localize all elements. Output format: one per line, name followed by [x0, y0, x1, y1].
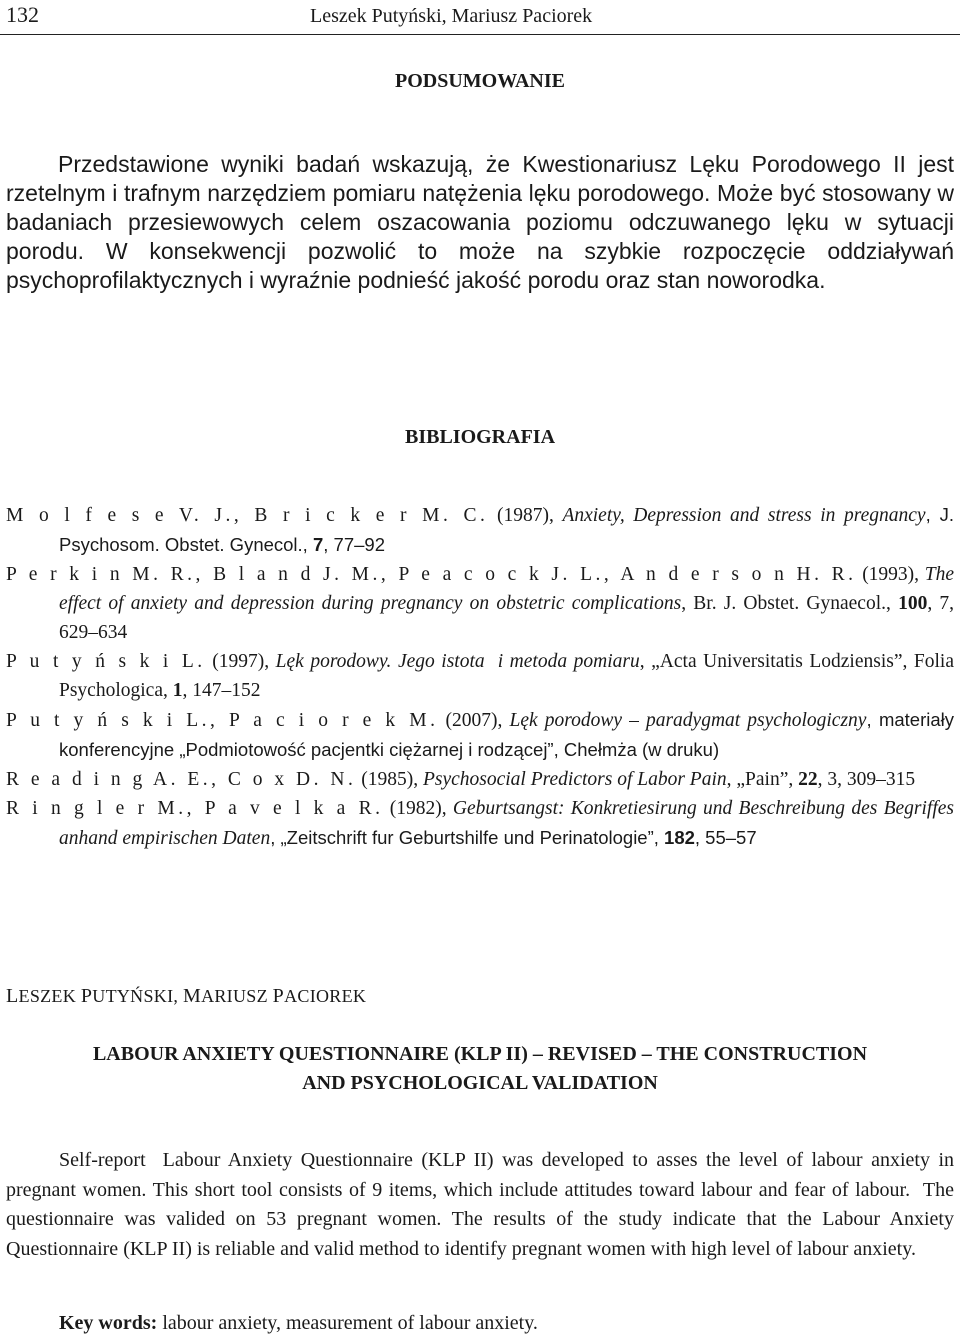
bib-authors: R i n g l e r M., P a v e l k a R. [6, 798, 384, 819]
bib-entry [6, 705, 954, 765]
author-initial: L [6, 985, 19, 1007]
summary-heading: PODSUMOWANIE [394, 70, 565, 92]
bib-year: (1987), [488, 505, 563, 526]
bib-entry [6, 647, 954, 705]
keywords-label: Key words: [59, 1312, 158, 1334]
author-initial: P [80, 985, 93, 1007]
author-name-part: UTYŃSKI, [92, 986, 183, 1006]
bib-authors: P e r k i n M. R., B l a n d J. M., P e a c o c k J. L., A n d e r s o n H. R. [6, 564, 857, 585]
english-title-line1: LABOUR ANXIETY QUESTIONNAIRE (KLP II) – REVISED – THE CONSTRUCTION [92, 1043, 868, 1065]
bib-volume: 1 [172, 680, 183, 701]
author-name-part: ESZEK [18, 986, 81, 1006]
bib-pages: , 77–92 [323, 534, 385, 555]
bib-source: , „Zeitschrift fur Geburtshilfe und Perinatologie”, [270, 827, 665, 848]
bib-source: , materiały konferencyjne „Podmiotowość pacjentki ciężarnej i rodzącej”, Chełmża (w druku) [59, 709, 954, 760]
page-number: 132 [6, 2, 39, 27]
running-title: Leszek Putyński, Mariusz Paciorek [310, 5, 593, 27]
bib-authors: P u t y ń s k i L. [6, 651, 206, 672]
bib-entry [6, 794, 954, 853]
bib-source: , Br. J. Obstet. Gynaecol., [681, 593, 899, 614]
bib-authors: P u t y ń s k i L., P a c i o r e k M. [6, 710, 439, 731]
bib-year: (2007), [438, 710, 510, 731]
english-title-line2: AND PSYCHOLOGICAL VALIDATION [302, 1072, 658, 1094]
summary-paragraph: Przedstawione wyniki badań wskazują, że Kwestionariusz Lęku Porodowego II jest rzetelnym i trafnym narzędziem pomiaru natężenia lęku porodowego. Może być stosowany w badaniach przesiewowych celem oszacowania poziomu odczuwanego lęku w sytuacji porodu. W konsekwencji pozwolić to może na szybkie rozpoczęcie oddziaływań psychoprofilaktycznych i wyraźnie podnieść jakość porodu oraz stan noworodka. [6, 151, 954, 293]
bib-pages: , 3, 309–315 [817, 769, 916, 790]
bib-source: , „Pain”, [726, 769, 799, 790]
bib-year: (1997), [205, 651, 276, 672]
bib-authors: M o l f e s e V. J., B r i c k e r M. C. [6, 505, 489, 526]
english-authors [6, 982, 366, 1010]
bib-pages: , 55–57 [694, 827, 757, 848]
bib-volume: 7 [312, 534, 324, 555]
bib-title: The effect of anxiety and depression during pregnancy on obstetric complications [59, 564, 954, 614]
author-initial: M [182, 985, 202, 1007]
bib-title: Lęk porodowy – paradygmat psychologiczny [509, 710, 867, 731]
bib-volume: 182 [664, 827, 695, 848]
author-name-part: ARIUSZ [201, 986, 273, 1006]
bib-year: (1982), [383, 798, 453, 819]
author-initial: P [272, 985, 285, 1007]
bib-source: , „Acta Universitatis Lodziensis”, Folia Psychologica, [59, 651, 954, 701]
bib-volume: 100 [898, 593, 928, 614]
bibliography-heading: BIBLIOGRAFIA [404, 426, 556, 448]
bib-title: Lęk porodowy. Jego istota i metoda pomiaru [275, 651, 640, 672]
bib-year: (1985), [356, 769, 423, 790]
english-abstract: Self-report Labour Anxiety Questionnaire (KLP II) was developed to asses the level of labour anxiety in pregnant women. This short tool consists of 9 items, which include attitudes toward labour and fear of labour. The questionnaire was valided on 53 pregnant women. The results of the study indicate that the Labour Anxiety Questionnaire (KLP II) is reliable and valid method to identify pregnant women with high level of labour anxiety. [6, 1149, 959, 1260]
bib-pages: , 7, 629–634 [59, 593, 955, 643]
bib-title: Psychosocial Predictors of Labor Pain [422, 769, 727, 790]
bib-entry [6, 500, 954, 560]
keywords-text: labour anxiety, measurement of labour anxiety. [157, 1312, 538, 1334]
keywords [59, 1309, 538, 1337]
bib-title: Anxiety, Depression and stress in pregnancy [562, 505, 926, 526]
page-header [0, 0, 960, 35]
bib-entry [6, 560, 954, 647]
bib-volume: 22 [798, 769, 818, 790]
author-name-part: ACIOREK [284, 986, 367, 1006]
bib-authors: R e a d i n g A. E., C o x D. N. [6, 769, 357, 790]
bib-source: , J. Psychosom. Obstet. Gynecol., [59, 504, 954, 555]
bib-entry [6, 765, 954, 794]
bibliography-list [6, 500, 954, 853]
bib-title: Geburtsangst: Konkretiesirung und Beschreibung des Begriffes anhand empirischen Daten [59, 798, 954, 849]
bib-year: (1993), [856, 564, 925, 585]
bib-pages: , 147–152 [182, 680, 261, 701]
